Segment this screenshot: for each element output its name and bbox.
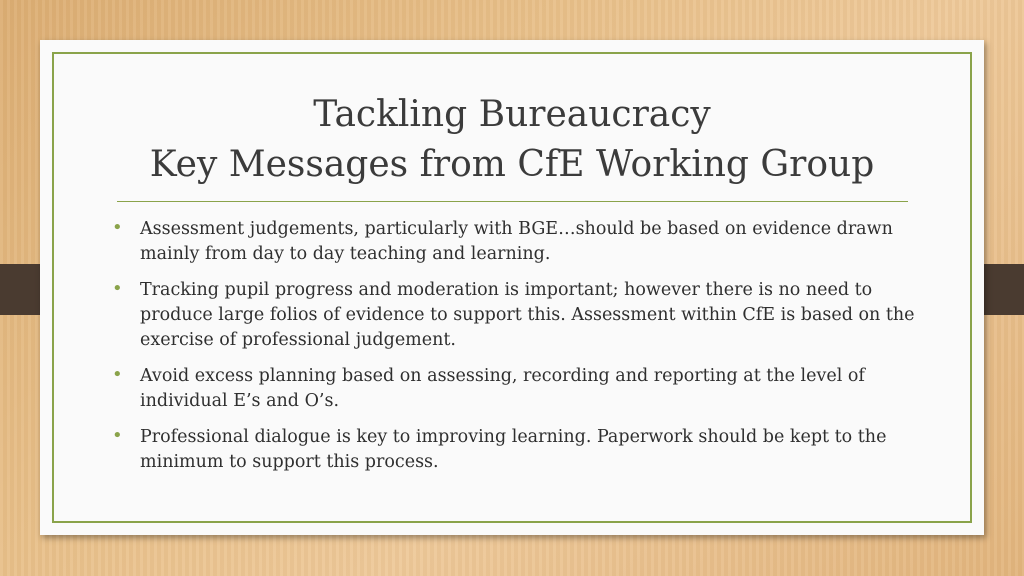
bullet-item: [112, 278, 942, 353]
bullet-item: [112, 217, 942, 267]
bullet-text: Avoid excess planning based on assessing, recording and reporting at the level of individual E’s and O’s.: [140, 366, 865, 411]
slide-card: [40, 40, 984, 535]
bullet-item: [112, 425, 942, 475]
bullet-item: [112, 364, 942, 414]
title-divider: [117, 201, 908, 202]
bullet-text: Assessment judgements, particularly with BGE…should be based on evidence drawn mainly from day to day teaching and learning.: [140, 219, 893, 264]
title-line-1: Tackling Bureaucracy: [313, 94, 711, 135]
bullet-text: Tracking pupil progress and moderation is important; however there is no need to produce large folios of evidence to support this. Assessment within CfE is based on the exercise of professional judgement.: [140, 280, 915, 350]
bullet-icon: •: [112, 217, 123, 238]
bullet-icon: •: [112, 425, 123, 446]
bullet-icon: •: [112, 364, 123, 385]
title-line-2: Key Messages from CfE Working Group: [149, 144, 875, 185]
bullet-icon: •: [112, 278, 123, 299]
slide-title: [70, 90, 954, 190]
bullet-text: Professional dialogue is key to improving learning. Paperwork should be kept to the minimum to support this process.: [140, 427, 887, 472]
bullet-list: [112, 217, 942, 486]
